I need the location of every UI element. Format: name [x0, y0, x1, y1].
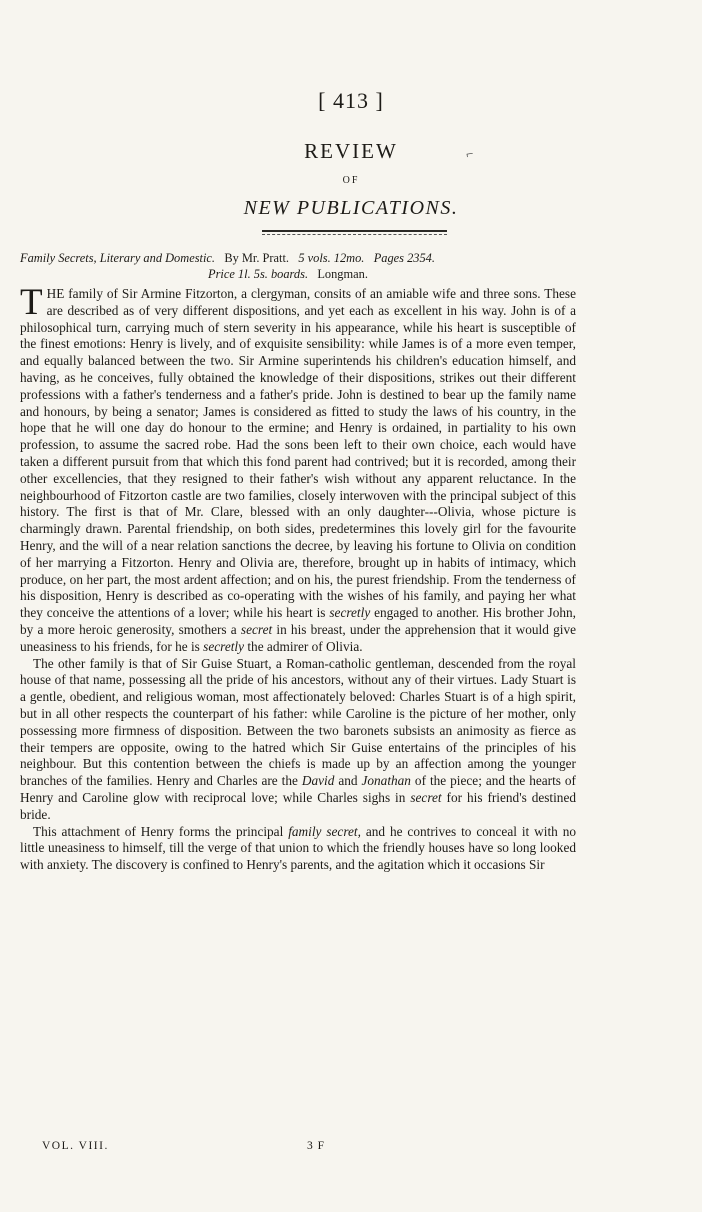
signature-mark: 3 F [307, 1140, 326, 1152]
margin-mark: ⌐ [464, 145, 475, 162]
emphasis: secretly [329, 605, 371, 621]
book-pages: Pages 2354. [373, 251, 435, 265]
page-footer [42, 1140, 462, 1152]
title-rule [262, 230, 447, 232]
paragraph-2-text: The other family is that of Sir Guise Stuart, a Roman-catholic gentleman, descended from the royal house of that name, possessing all the pride of his ancestors, without any of their virtues. Lady Stuart is a gentle, obedient, and religious woman, most affectionately beloved: Charles Stuart is of a high spirit, but in all other respects the counterpart of his father: while Caroline is the picture of her mother, only possessing more firmness of disposition. Between the two baronets subsists an animosity as fierce as their tempers are opposite, owing to the hatred which Sir Guise entertains of the principles of his neighbour. But this contention between the chiefs is made up by an affection among the younger branches of the families. Henry and Charles are the [20, 655, 576, 789]
paragraph-2-text: for his friend's destined bride. [20, 789, 577, 822]
book-volumes: 5 vols. 12mo. [298, 251, 365, 265]
book-price: Price 1l. 5s. boards. [208, 267, 309, 281]
book-citation [20, 250, 576, 282]
paragraph-1 [20, 282, 576, 656]
paragraph-1-text: the admirer of Olivia. [244, 638, 363, 654]
emphasis: secret [410, 789, 442, 805]
volume-label: VOL. VIII. [42, 1140, 109, 1152]
emphasis: family secret, [288, 823, 361, 839]
book-publisher: Longman. [317, 267, 368, 281]
page-number: [ 413 ] [318, 88, 384, 113]
paragraph-3-text: This attachment of Henry forms the principal [33, 823, 289, 839]
paragraph-2 [20, 656, 576, 824]
paragraph-1-text: engaged to another. His brother John, by a more heroic generosity, smothers a [20, 605, 576, 637]
paragraph-2-text: and [334, 773, 362, 789]
paragraph-2-text: of the piece; and the hearts of Henry and Caroline glow with reciprocal love; while Charles sighs in [20, 773, 576, 805]
drop-cap: T [20, 282, 43, 323]
section-subtitle: NEW PUBLICATIONS. [243, 197, 459, 219]
paragraph-3-text: and he contrives to conceal it with no little uneasiness to himself, till the verge of that union to which the friendly houses have so long looked with anxiety. The discovery is confined to Henry's parents, and the agitation which it occasions Sir [20, 823, 576, 873]
paragraph-1-text: HE family of Sir Armine Fitzorton, a clergyman, consits of an amiable wife and three sons. These are described as of very different dispositions, and yet each as excellent in his way. John is of a philosophical turn, carrying much of stern severity in his appearance, while his heart is susceptible of the finest emotions: Henry is lively, and of exquisite sensibility: while James is of a more even temper, and equally balanced between the two. Sir Armine superintends his children's education himself, and having, as he conceives, fully obtained the knowledge of their dispositions, strikes out their different professions with a father's tenderness and a father's pride. John is destined to bear up the family name and honours, by being a senator; James is considered as fitted to study the laws of his country, in the hope that he will one day do honour to the ermine; and Henry is ordained, in partiality to his own profession, to assume the sacred robe. Had the sons been left to their own choice, each would have taken a different pursuit from that which this fond parent had contrived; but it is recorded, among their other excellencies, that they resigned to their father's wish without any apparent reluctance. In the neighbourhood of Fitzorton castle are two families, closely interwoven with the principal subject of this history. The first is that of Mr. Clare, blessed with an only daughter---Olivia, whose picture is charmingly drawn. Parental friendship, on both sides, predetermines this lovely girl for the favourite Henry, and the will of a near relation sanctions the decree, by leaving his fortune to Olivia on condition of her marrying a Fitzorton. Henry and Olivia are, therefore, brought up in habits of intimacy, which produce, on her part, the most ardent affection; and on his, the purest friendship. From the tenderness of his disposition, Henry is described as co-operating with the wishes of his family, and paying her what they conceive the attentions of a lover; while his heart is [20, 286, 576, 621]
emphasis: secretly [203, 638, 245, 654]
emphasis: David [301, 773, 335, 789]
section-title: REVIEW [304, 139, 398, 163]
article-body [20, 282, 577, 874]
paragraph-1-text: in his breast, under the apprehension that it would give uneasiness to his friends, for he is [20, 621, 576, 654]
paragraph-3 [20, 824, 576, 874]
book-title: Family Secrets, Literary and Domestic. [20, 251, 216, 265]
section-title-of: OF [342, 175, 360, 186]
emphasis: secret [240, 621, 273, 637]
emphasis: Jonathan [361, 773, 411, 789]
book-author: By Mr. Pratt. [224, 251, 290, 265]
title-rule-ornament [262, 234, 447, 235]
